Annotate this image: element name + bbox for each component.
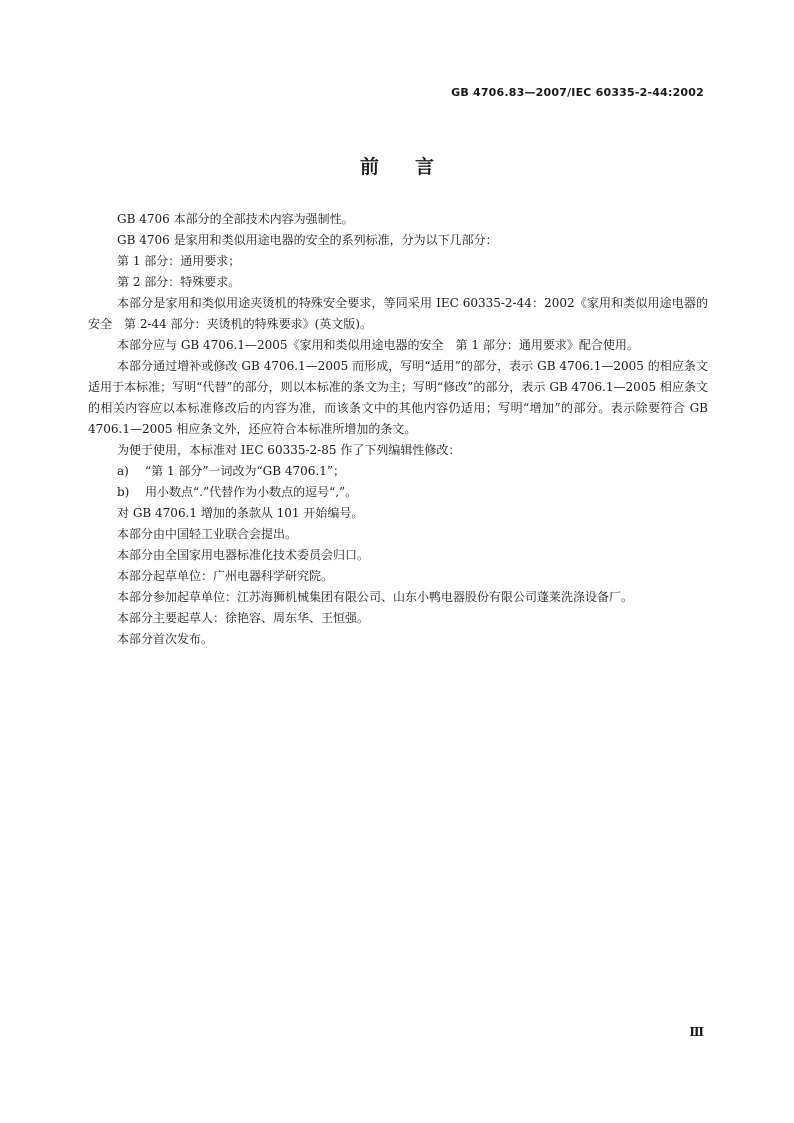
paragraph: 本部分通过增补或修改 GB 4706.1—2005 而形成，写明“适用”的部分，表示 GB 4706.1—2005 的相应条文适用于本标准；写明“代替”的部分，则以本标准的条文为主；写明“修改”的部分，表示 GB 4706.1—2005 相应条文的相关内容应以本标准修改后的内容为准，而该条文中的其他内容仍适用；写明“增加”的部分。表示除要符合 GB 4706.1—2005 相应条文外，还应符合本标准所增加的条文。 [88,359,708,436]
paragraph: 本部分参加起草单位：江苏海狮机械集团有限公司、山东小鸭电器股份有限公司蓬莱洗涤设备厂。 [117,590,634,604]
standard-code-header: GB 4706.83—2007/IEC 60335-2-44:2002 [451,86,704,99]
list-marker: b) [117,485,130,499]
list-item [88,461,708,482]
paragraph: 本部分应与 GB 4706.1—2005《家用和类似用途电器的安全 第 1 部分：通用要求》配合使用。 [117,338,639,352]
paragraph: 本部分由全国家用电器标准化技术委员会归口。 [117,548,370,562]
paragraph: 本部分首次发布。 [117,632,214,646]
list-text: 用小数点“.”代替作为小数点的逗号“,”。 [145,485,358,499]
list-text: “第 1 部分”一词改为“GB 4706.1”； [145,464,346,478]
paragraph: 本部分是家用和类似用途夹烫机的特殊安全要求，等同采用 IEC 60335-2-44：2002《家用和类似用途电器的安全 第 2-44 部分：夹烫机的特殊要求》(英文版)。 [88,296,708,331]
list-marker: a) [117,464,129,478]
list-item [88,482,708,503]
page-title: 前言 [359,156,470,178]
paragraph: 本部分由中国轻工业联合会提出。 [117,527,298,541]
paragraph: GB 4706 本部分的全部技术内容为强制性。 [117,212,354,226]
paragraph: 对 GB 4706.1 增加的条款从 101 开始编号。 [117,506,364,520]
document-body [88,209,708,650]
paragraph: 第 1 部分：通用要求； [117,254,241,268]
paragraph: GB 4706 是家用和类似用途电器的安全的系列标准，分为以下几部分： [117,233,498,247]
page-number: Ⅲ [689,1025,704,1039]
paragraph: 本部分起草单位：广州电器科学研究院。 [117,569,334,583]
paragraph: 为便于使用，本标准对 IEC 60335-2-85 作了下列编辑性修改： [117,443,461,457]
paragraph: 本部分主要起草人：徐艳容、周东华、王恒强。 [117,611,370,625]
paragraph: 第 2 部分：特殊要求。 [117,275,241,289]
